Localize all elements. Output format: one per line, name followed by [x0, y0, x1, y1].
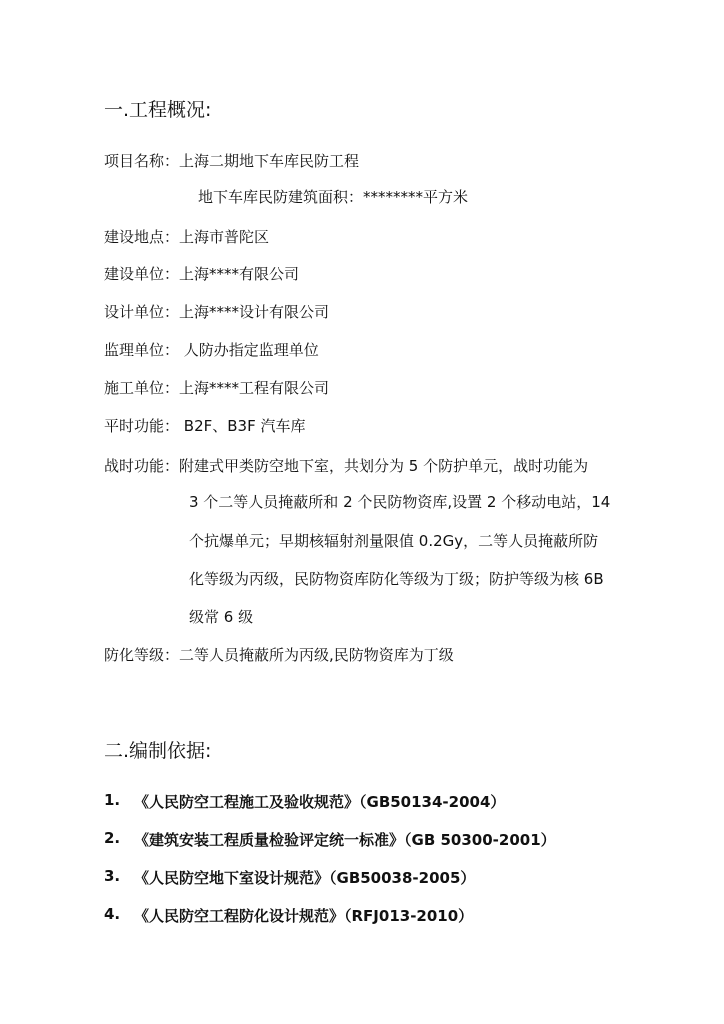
supervisor-label: 监理单位： [104, 341, 180, 359]
building-area: 地下车库民防建筑面积：********平方米 [198, 188, 469, 206]
wartime-line-3: 个抗爆单元；早期核辐射剂量限值 0.2Gy，二等人员掩蔽所防 [189, 532, 599, 550]
reference-text: 《人民防空地下室设计规范》（GB50038-2005） [134, 869, 476, 887]
wartime-line-4: 化等级为丙级，民防物资库防化等级为丁级；防护等级为核 6B [189, 570, 604, 588]
owner-label: 建设单位： [104, 265, 180, 283]
peacetime-row [104, 416, 305, 436]
wartime-line-5: 级常 6 级 [189, 608, 254, 626]
project-name-label: 项目名称： [104, 152, 180, 170]
wartime-line-2: 3 个二等人员掩蔽所和 2 个民防物资库,设置 2 个移动电站，14 [189, 493, 611, 511]
reference-text: 《建筑安装工程质量检验评定统一标准》（GB 50300-2001） [134, 831, 556, 849]
designer-row [104, 302, 329, 322]
project-name-row [104, 151, 359, 171]
wartime-line-1: 附建式甲类防空地下室，共划分为 5 个防护单元，战时功能为 [179, 457, 589, 475]
designer-value: 上海****设计有限公司 [179, 303, 330, 321]
wartime-row [104, 456, 588, 476]
supervisor-row [104, 340, 319, 360]
reference-text: 《人民防空工程防化设计规范》（RFJ013-2010） [134, 907, 474, 925]
reference-number: 4. [104, 905, 121, 923]
reference-number: 1. [104, 791, 121, 809]
reference-number: 2. [104, 829, 121, 847]
builder-row [104, 378, 329, 398]
owner-value: 上海****有限公司 [179, 265, 300, 283]
section-2-title: 二.编制依据: [104, 740, 212, 762]
section-1-title: 一.工程概况: [104, 99, 212, 121]
site-value: 上海市普陀区 [179, 228, 270, 246]
chem-level-label: 防化等级： [104, 646, 180, 664]
chem-level-value: 二等人员掩蔽所为丙级,民防物资库为丁级 [179, 646, 454, 664]
reference-number: 3. [104, 867, 121, 885]
site-row [104, 227, 269, 247]
supervisor-value: 人防办指定监理单位 [179, 341, 319, 359]
site-label: 建设地点： [104, 228, 180, 246]
builder-value: 上海****工程有限公司 [179, 379, 330, 397]
chem-level-row [104, 645, 454, 665]
owner-row [104, 264, 299, 284]
project-name-value: 上海二期地下车库民防工程 [179, 152, 360, 170]
builder-label: 施工单位： [104, 379, 180, 397]
peacetime-value: B2F、B3F 汽车库 [179, 417, 306, 435]
wartime-label: 战时功能： [104, 457, 180, 475]
peacetime-label: 平时功能： [104, 417, 180, 435]
designer-label: 设计单位： [104, 303, 180, 321]
reference-text: 《人民防空工程施工及验收规范》（GB50134-2004） [134, 793, 506, 811]
